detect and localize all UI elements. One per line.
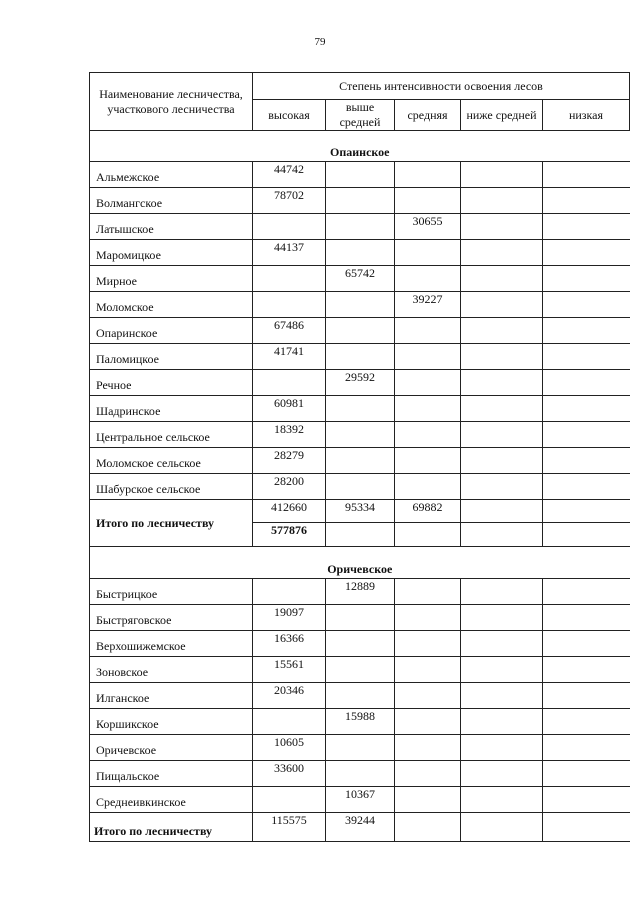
forest-intensity-table [89,72,630,842]
row-value [543,579,630,605]
row-value: 28200 [253,474,326,500]
row-value [543,266,630,292]
row-value: 33600 [253,761,326,787]
section-title: Опаинское [90,131,630,162]
row-value [326,292,395,318]
row-name: Центральное сельское [90,422,253,448]
row-value [461,318,543,344]
row-name: Мирное [90,266,253,292]
row-value [395,631,461,657]
header-col-high: высокая [253,100,326,131]
row-value [461,579,543,605]
row-value [461,474,543,500]
page-number: 79 [314,36,326,48]
table-row [90,735,630,761]
row-value: 10367 [326,787,395,813]
row-value [326,631,395,657]
table-row [90,188,630,214]
row-value [326,188,395,214]
row-value [395,579,461,605]
total-value [461,813,543,842]
row-value: 67486 [253,318,326,344]
table-row [90,683,630,709]
table-row [90,579,630,605]
total-row [90,500,630,523]
row-value [326,240,395,266]
header-col-low: низкая [543,100,630,131]
row-name: Верхошижемское [90,631,253,657]
row-value: 15988 [326,709,395,735]
row-value [543,761,630,787]
row-name: Паломицкое [90,344,253,370]
row-value [543,344,630,370]
row-value [461,683,543,709]
row-value [543,422,630,448]
table-row [90,396,630,422]
row-name: Моломское [90,292,253,318]
row-value: 18392 [253,422,326,448]
row-value [326,448,395,474]
row-value [543,318,630,344]
row-name: Зоновское [90,657,253,683]
table-row [90,448,630,474]
row-value: 10605 [253,735,326,761]
row-value [395,318,461,344]
row-value: 39227 [395,292,461,318]
row-name: Шадринское [90,396,253,422]
row-value [326,474,395,500]
row-value [461,761,543,787]
table-row [90,709,630,735]
empty-cell [543,523,630,547]
total-value: 95334 [326,500,395,523]
row-value [395,188,461,214]
table-row [90,266,630,292]
row-value: 15561 [253,657,326,683]
row-value: 28279 [253,448,326,474]
row-value [253,709,326,735]
row-name: Илганское [90,683,253,709]
row-value [461,422,543,448]
row-name: Латышское [90,214,253,240]
total-row [90,813,630,842]
empty-cell [395,523,461,547]
row-value [326,214,395,240]
table-row [90,474,630,500]
empty-cell [461,523,543,547]
row-value [326,422,395,448]
total-value: 412660 [253,500,326,523]
total-value: 39244 [326,813,395,842]
row-name: Маромицкое [90,240,253,266]
row-value [253,292,326,318]
table-row [90,318,630,344]
row-value: 30655 [395,214,461,240]
row-value [395,240,461,266]
row-value [461,657,543,683]
row-value: 60981 [253,396,326,422]
row-value [543,709,630,735]
row-value [253,370,326,396]
row-value: 29592 [326,370,395,396]
spacer-cell [90,547,630,555]
row-value: 78702 [253,188,326,214]
row-value: 19097 [253,605,326,631]
row-value [326,396,395,422]
total-value: 69882 [395,500,461,523]
row-value [326,318,395,344]
row-value [326,657,395,683]
row-name: Быстряговское [90,605,253,631]
total-value [543,813,630,842]
row-value [253,266,326,292]
row-value [543,370,630,396]
row-value [395,657,461,683]
row-value [461,709,543,735]
row-value [395,422,461,448]
table-row [90,240,630,266]
row-value: 16366 [253,631,326,657]
row-value [461,292,543,318]
row-name: Альмежское [90,162,253,188]
row-value [461,735,543,761]
row-value [543,214,630,240]
section-spacer [90,547,630,555]
row-value [461,188,543,214]
row-name: Волмангское [90,188,253,214]
row-name: Опаринское [90,318,253,344]
row-value [461,370,543,396]
row-value [543,683,630,709]
row-name: Коршикское [90,709,253,735]
total-value [395,813,461,842]
table-row [90,787,630,813]
total-label: Итого по лесничеству [90,500,253,547]
row-value [395,474,461,500]
table-row [90,657,630,683]
row-value [326,605,395,631]
row-value: 20346 [253,683,326,709]
table-row [90,292,630,318]
row-value [326,683,395,709]
row-value [395,605,461,631]
row-value [395,761,461,787]
row-value [395,709,461,735]
empty-cell [326,523,395,547]
row-name: Быстрицкое [90,579,253,605]
row-value [461,605,543,631]
table-row [90,422,630,448]
table-row [90,370,630,396]
row-value [395,266,461,292]
row-value [395,787,461,813]
row-value [543,657,630,683]
total-label: Итого по лесничеству [90,813,253,842]
header-group: Степень интенсивности освоения лесов [253,73,630,100]
row-name: Шабурское сельское [90,474,253,500]
row-value: 12889 [326,579,395,605]
row-value [326,344,395,370]
row-value [253,787,326,813]
row-value [543,787,630,813]
row-value [543,396,630,422]
table-row [90,631,630,657]
row-value [253,214,326,240]
row-name: Речное [90,370,253,396]
table-row [90,214,630,240]
row-value [253,579,326,605]
row-value [461,631,543,657]
row-value [543,735,630,761]
row-name: Среднеивкинское [90,787,253,813]
table-row [90,344,630,370]
section-header-row [90,131,630,162]
total-value: 115575 [253,813,326,842]
table-row [90,761,630,787]
row-value [461,344,543,370]
row-value [543,188,630,214]
row-value [461,396,543,422]
total-sum: 577876 [253,523,326,547]
row-value [543,292,630,318]
section-header-row [90,555,630,579]
row-value [461,266,543,292]
row-name: Моломское сельское [90,448,253,474]
row-name: Оричевское [90,735,253,761]
row-value: 44742 [253,162,326,188]
row-value: 65742 [326,266,395,292]
row-value [461,448,543,474]
row-value [395,735,461,761]
row-value [543,162,630,188]
row-name: Пищальское [90,761,253,787]
header-name-col: Наименование лесничества, участкового лесничества [90,73,253,131]
row-value [461,214,543,240]
row-value [395,370,461,396]
row-value [395,396,461,422]
row-value [543,605,630,631]
row-value [461,787,543,813]
row-value [326,162,395,188]
header-col-avg: средняя [395,100,461,131]
table-row [90,605,630,631]
row-value [543,474,630,500]
row-value [461,162,543,188]
row-value: 44137 [253,240,326,266]
table-row [90,162,630,188]
header-col-below-avg: ниже средней [461,100,543,131]
header-col-above-avg: выше средней [326,100,395,131]
section-title: Оричевское [90,555,630,579]
row-value [461,240,543,266]
row-value [395,683,461,709]
row-value: 41741 [253,344,326,370]
row-value [395,448,461,474]
row-value [326,761,395,787]
total-value [461,500,543,523]
row-value [543,448,630,474]
total-value [543,500,630,523]
row-value [543,240,630,266]
row-value [326,735,395,761]
row-value [395,162,461,188]
row-value [395,344,461,370]
row-value [543,631,630,657]
